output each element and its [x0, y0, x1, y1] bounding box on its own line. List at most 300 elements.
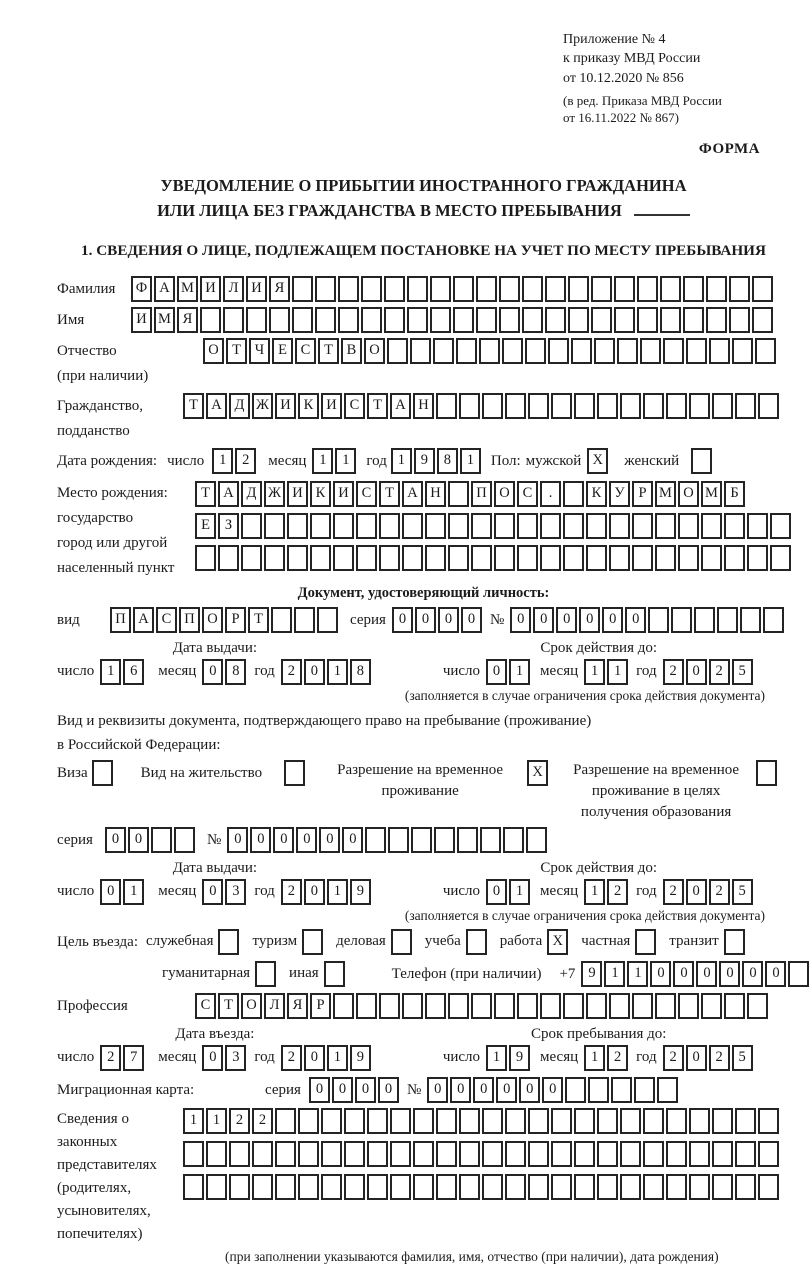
char-cell[interactable]: А [402, 481, 423, 507]
char-cell[interactable] [683, 307, 704, 333]
char-cell[interactable] [379, 993, 400, 1019]
char-cell[interactable] [356, 545, 377, 571]
char-cell[interactable] [563, 993, 584, 1019]
char-cell[interactable] [563, 545, 584, 571]
char-cell[interactable] [632, 545, 653, 571]
char-cell[interactable] [632, 993, 653, 1019]
char-cell[interactable] [551, 1108, 572, 1134]
char-cell[interactable] [448, 481, 469, 507]
char-cell[interactable] [525, 338, 546, 364]
char-cell[interactable]: 0 [202, 1045, 223, 1071]
char-cell[interactable] [666, 1108, 687, 1134]
char-cell[interactable]: 0 [250, 827, 271, 853]
char-cell[interactable] [436, 1108, 457, 1134]
char-cell[interactable]: В [341, 338, 362, 364]
char-cell[interactable] [356, 993, 377, 1019]
char-cell[interactable] [712, 1108, 733, 1134]
char-cell[interactable] [407, 276, 428, 302]
iddoc-issue-day[interactable] [100, 659, 146, 685]
char-cell[interactable] [689, 393, 710, 419]
char-cell[interactable]: Д [229, 393, 250, 419]
char-cell[interactable]: 0 [378, 1077, 399, 1103]
char-cell[interactable] [476, 276, 497, 302]
char-cell[interactable]: Ж [252, 393, 273, 419]
char-cell[interactable] [643, 1174, 664, 1200]
birthplace-row2-cells[interactable] [195, 513, 793, 539]
char-cell[interactable] [571, 338, 592, 364]
char-cell[interactable] [640, 338, 661, 364]
iddoc-kind-cells[interactable] [110, 607, 340, 633]
char-cell[interactable]: 1 [584, 659, 605, 685]
char-cell[interactable] [410, 338, 431, 364]
char-cell[interactable]: К [310, 481, 331, 507]
char-cell[interactable] [735, 1141, 756, 1167]
char-cell[interactable] [588, 1077, 609, 1103]
char-cell[interactable]: Р [310, 993, 331, 1019]
char-cell[interactable] [275, 1108, 296, 1134]
char-cell[interactable] [663, 338, 684, 364]
char-cell[interactable]: 0 [686, 1045, 707, 1071]
char-cell[interactable]: О [202, 607, 223, 633]
char-cell[interactable] [678, 993, 699, 1019]
char-cell[interactable]: Ч [249, 338, 270, 364]
char-cell[interactable] [678, 513, 699, 539]
representatives-row2-cells[interactable] [183, 1141, 781, 1167]
char-cell[interactable] [344, 1141, 365, 1167]
char-cell[interactable]: 0 [686, 879, 707, 905]
migcard-seriya-cells[interactable] [309, 1077, 401, 1103]
char-cell[interactable]: 9 [350, 1045, 371, 1071]
char-cell[interactable] [310, 513, 331, 539]
char-cell[interactable]: 2 [100, 1045, 121, 1071]
char-cell[interactable]: Я [177, 307, 198, 333]
surname-cells[interactable] [131, 276, 775, 302]
char-cell[interactable] [200, 307, 221, 333]
char-cell[interactable]: 0 [355, 1077, 376, 1103]
char-cell[interactable]: А [206, 393, 227, 419]
char-cell[interactable] [611, 1077, 632, 1103]
char-cell[interactable] [632, 513, 653, 539]
char-cell[interactable] [425, 993, 446, 1019]
char-cell[interactable] [430, 276, 451, 302]
checkbox-cell[interactable] [466, 929, 487, 955]
char-cell[interactable]: О [364, 338, 385, 364]
char-cell[interactable]: 2 [663, 879, 684, 905]
checkbox-cell[interactable] [756, 760, 777, 786]
char-cell[interactable] [425, 545, 446, 571]
char-cell[interactable]: Н [425, 481, 446, 507]
char-cell[interactable] [706, 276, 727, 302]
char-cell[interactable] [758, 1141, 779, 1167]
char-cell[interactable] [425, 513, 446, 539]
char-cell[interactable]: Я [287, 993, 308, 1019]
purpose-other-checkbox[interactable] [319, 961, 347, 987]
char-cell[interactable]: 1 [100, 659, 121, 685]
char-cell[interactable] [292, 276, 313, 302]
char-cell[interactable] [367, 1141, 388, 1167]
char-cell[interactable]: Р [632, 481, 653, 507]
char-cell[interactable] [471, 993, 492, 1019]
char-cell[interactable] [502, 338, 523, 364]
char-cell[interactable] [586, 545, 607, 571]
char-cell[interactable]: О [678, 481, 699, 507]
char-cell[interactable]: И [275, 393, 296, 419]
char-cell[interactable] [770, 545, 791, 571]
char-cell[interactable]: 1 [327, 659, 348, 685]
char-cell[interactable]: Н [413, 393, 434, 419]
char-cell[interactable] [770, 513, 791, 539]
char-cell[interactable] [183, 1141, 204, 1167]
char-cell[interactable] [545, 307, 566, 333]
char-cell[interactable]: 0 [602, 607, 623, 633]
char-cell[interactable] [706, 307, 727, 333]
char-cell[interactable] [294, 607, 315, 633]
profession-cells[interactable] [195, 993, 770, 1019]
char-cell[interactable]: М [154, 307, 175, 333]
char-cell[interactable] [448, 545, 469, 571]
char-cell[interactable]: Л [264, 993, 285, 1019]
char-cell[interactable] [540, 993, 561, 1019]
char-cell[interactable] [218, 545, 239, 571]
char-cell[interactable]: 8 [437, 448, 458, 474]
char-cell[interactable] [620, 1108, 641, 1134]
char-cell[interactable] [499, 276, 520, 302]
char-cell[interactable]: 0 [273, 827, 294, 853]
char-cell[interactable] [459, 393, 480, 419]
char-cell[interactable] [548, 338, 569, 364]
stay-day[interactable] [486, 1045, 532, 1071]
char-cell[interactable] [709, 338, 730, 364]
char-cell[interactable] [402, 993, 423, 1019]
char-cell[interactable] [517, 545, 538, 571]
char-cell[interactable]: 0 [202, 659, 223, 685]
char-cell[interactable] [482, 393, 503, 419]
char-cell[interactable] [617, 338, 638, 364]
char-cell[interactable]: 0 [496, 1077, 517, 1103]
char-cell[interactable] [689, 1174, 710, 1200]
char-cell[interactable] [275, 1174, 296, 1200]
char-cell[interactable]: Т [367, 393, 388, 419]
char-cell[interactable] [540, 545, 561, 571]
char-cell[interactable] [292, 307, 313, 333]
char-cell[interactable] [448, 513, 469, 539]
char-cell[interactable]: 2 [709, 659, 730, 685]
visa-checkbox[interactable] [92, 760, 115, 786]
char-cell[interactable]: 0 [673, 961, 694, 987]
char-cell[interactable]: 0 [304, 879, 325, 905]
char-cell[interactable] [344, 1174, 365, 1200]
char-cell[interactable] [609, 545, 630, 571]
char-cell[interactable] [384, 276, 405, 302]
char-cell[interactable]: Я [269, 276, 290, 302]
char-cell[interactable] [551, 393, 572, 419]
char-cell[interactable] [517, 993, 538, 1019]
char-cell[interactable] [183, 1174, 204, 1200]
char-cell[interactable] [264, 513, 285, 539]
char-cell[interactable] [643, 1141, 664, 1167]
char-cell[interactable] [298, 1141, 319, 1167]
char-cell[interactable]: Т [379, 481, 400, 507]
char-cell[interactable] [528, 393, 549, 419]
char-cell[interactable] [321, 1174, 342, 1200]
char-cell[interactable] [740, 607, 761, 633]
char-cell[interactable] [287, 513, 308, 539]
char-cell[interactable]: К [586, 481, 607, 507]
char-cell[interactable] [333, 993, 354, 1019]
char-cell[interactable] [174, 827, 195, 853]
char-cell[interactable]: 3 [225, 1045, 246, 1071]
char-cell[interactable] [594, 338, 615, 364]
char-cell[interactable] [402, 513, 423, 539]
staydoc-seriya-cells[interactable] [105, 827, 197, 853]
char-cell[interactable]: 0 [742, 961, 763, 987]
char-cell[interactable] [315, 276, 336, 302]
char-cell[interactable] [591, 307, 612, 333]
char-cell[interactable]: 0 [625, 607, 646, 633]
patronymic-cells[interactable] [203, 338, 778, 364]
char-cell[interactable] [701, 993, 722, 1019]
char-cell[interactable]: 5 [732, 1045, 753, 1071]
checkbox-cell[interactable] [724, 929, 745, 955]
char-cell[interactable]: 0 [519, 1077, 540, 1103]
char-cell[interactable] [732, 338, 753, 364]
char-cell[interactable]: И [246, 276, 267, 302]
char-cell[interactable] [298, 1108, 319, 1134]
char-cell[interactable]: 0 [427, 1077, 448, 1103]
char-cell[interactable]: А [133, 607, 154, 633]
iddoc-issue-month[interactable] [202, 659, 248, 685]
char-cell[interactable] [479, 338, 500, 364]
birth-day-cells[interactable] [212, 448, 258, 474]
entry-month[interactable] [202, 1045, 248, 1071]
birth-month-cells[interactable] [312, 448, 358, 474]
char-cell[interactable]: 0 [100, 879, 121, 905]
char-cell[interactable]: 2 [663, 1045, 684, 1071]
char-cell[interactable] [505, 1141, 526, 1167]
char-cell[interactable]: 2 [252, 1108, 273, 1134]
char-cell[interactable] [563, 513, 584, 539]
char-cell[interactable] [338, 307, 359, 333]
char-cell[interactable] [717, 607, 738, 633]
char-cell[interactable] [151, 827, 172, 853]
char-cell[interactable]: 1 [206, 1108, 227, 1134]
char-cell[interactable]: Б [724, 481, 745, 507]
char-cell[interactable]: 9 [509, 1045, 530, 1071]
char-cell[interactable] [752, 307, 773, 333]
char-cell[interactable]: 2 [663, 659, 684, 685]
stay-month[interactable] [584, 1045, 630, 1071]
char-cell[interactable] [660, 276, 681, 302]
char-cell[interactable] [388, 827, 409, 853]
temp-residence-edu-checkbox[interactable] [756, 760, 779, 786]
sex-female-checkbox[interactable] [691, 448, 714, 474]
char-cell[interactable] [453, 276, 474, 302]
char-cell[interactable] [315, 307, 336, 333]
staydoc-issue-month[interactable] [202, 879, 248, 905]
birthplace-row3-cells[interactable] [195, 545, 793, 571]
char-cell[interactable] [609, 993, 630, 1019]
char-cell[interactable]: Д [241, 481, 262, 507]
char-cell[interactable] [271, 607, 292, 633]
char-cell[interactable]: 1 [509, 879, 530, 905]
char-cell[interactable]: 0 [765, 961, 786, 987]
char-cell[interactable] [683, 276, 704, 302]
char-cell[interactable] [586, 993, 607, 1019]
char-cell[interactable]: 0 [719, 961, 740, 987]
char-cell[interactable]: 0 [650, 961, 671, 987]
char-cell[interactable] [735, 1108, 756, 1134]
char-cell[interactable] [448, 993, 469, 1019]
staydoc-valid-day[interactable] [486, 879, 532, 905]
iddoc-valid-month[interactable] [584, 659, 630, 685]
char-cell[interactable] [482, 1174, 503, 1200]
char-cell[interactable] [540, 513, 561, 539]
purpose-transit-checkbox[interactable] [719, 929, 747, 955]
char-cell[interactable]: 2 [229, 1108, 250, 1134]
char-cell[interactable]: 1 [584, 1045, 605, 1071]
char-cell[interactable]: 0 [556, 607, 577, 633]
char-cell[interactable] [763, 607, 784, 633]
char-cell[interactable] [724, 545, 745, 571]
char-cell[interactable]: 6 [123, 659, 144, 685]
char-cell[interactable]: С [195, 993, 216, 1019]
char-cell[interactable] [620, 393, 641, 419]
char-cell[interactable]: С [517, 481, 538, 507]
char-cell[interactable]: С [156, 607, 177, 633]
char-cell[interactable]: 2 [607, 879, 628, 905]
char-cell[interactable] [551, 1141, 572, 1167]
char-cell[interactable] [494, 993, 515, 1019]
char-cell[interactable] [666, 1174, 687, 1200]
char-cell[interactable]: 2 [607, 1045, 628, 1071]
char-cell[interactable] [574, 1174, 595, 1200]
char-cell[interactable]: 0 [450, 1077, 471, 1103]
char-cell[interactable]: А [154, 276, 175, 302]
char-cell[interactable] [701, 545, 722, 571]
char-cell[interactable]: 1 [607, 659, 628, 685]
char-cell[interactable] [545, 276, 566, 302]
char-cell[interactable]: 0 [105, 827, 126, 853]
char-cell[interactable] [701, 513, 722, 539]
char-cell[interactable]: 0 [227, 827, 248, 853]
char-cell[interactable]: 0 [319, 827, 340, 853]
iddoc-valid-day[interactable] [486, 659, 532, 685]
char-cell[interactable]: Т [218, 993, 239, 1019]
char-cell[interactable]: 1 [335, 448, 356, 474]
char-cell[interactable] [597, 1174, 618, 1200]
char-cell[interactable] [735, 1174, 756, 1200]
char-cell[interactable] [298, 1174, 319, 1200]
char-cell[interactable]: 2 [709, 1045, 730, 1071]
staydoc-number-cells[interactable] [227, 827, 549, 853]
char-cell[interactable] [434, 827, 455, 853]
char-cell[interactable] [528, 1108, 549, 1134]
char-cell[interactable] [574, 1141, 595, 1167]
char-cell[interactable]: 0 [438, 607, 459, 633]
char-cell[interactable] [747, 513, 768, 539]
char-cell[interactable]: М [655, 481, 676, 507]
checkbox-cell[interactable]: X [587, 448, 608, 474]
purpose-private-checkbox[interactable] [630, 929, 658, 955]
char-cell[interactable] [459, 1141, 480, 1167]
char-cell[interactable] [499, 307, 520, 333]
iddoc-valid-year[interactable] [663, 659, 755, 685]
char-cell[interactable]: Т [183, 393, 204, 419]
char-cell[interactable] [413, 1141, 434, 1167]
char-cell[interactable] [287, 545, 308, 571]
char-cell[interactable] [666, 1141, 687, 1167]
char-cell[interactable]: П [110, 607, 131, 633]
char-cell[interactable] [686, 338, 707, 364]
char-cell[interactable]: 1 [486, 1045, 507, 1071]
char-cell[interactable]: И [200, 276, 221, 302]
char-cell[interactable] [528, 1141, 549, 1167]
char-cell[interactable]: Е [272, 338, 293, 364]
char-cell[interactable] [252, 1174, 273, 1200]
char-cell[interactable] [384, 307, 405, 333]
char-cell[interactable]: П [471, 481, 492, 507]
iddoc-seriya-cells[interactable] [392, 607, 484, 633]
char-cell[interactable] [724, 993, 745, 1019]
char-cell[interactable] [609, 513, 630, 539]
char-cell[interactable]: И [333, 481, 354, 507]
char-cell[interactable] [660, 307, 681, 333]
char-cell[interactable] [657, 1077, 678, 1103]
staydoc-issue-year[interactable] [281, 879, 373, 905]
char-cell[interactable]: 2 [281, 1045, 302, 1071]
char-cell[interactable]: 3 [225, 879, 246, 905]
checkbox-cell[interactable] [92, 760, 113, 786]
char-cell[interactable] [471, 545, 492, 571]
char-cell[interactable]: 1 [584, 879, 605, 905]
phone-cells[interactable] [581, 961, 811, 987]
char-cell[interactable] [678, 545, 699, 571]
char-cell[interactable]: 0 [486, 879, 507, 905]
char-cell[interactable] [269, 307, 290, 333]
char-cell[interactable]: 9 [350, 879, 371, 905]
char-cell[interactable]: Л [223, 276, 244, 302]
purpose-study-checkbox[interactable] [461, 929, 489, 955]
char-cell[interactable] [503, 827, 524, 853]
char-cell[interactable] [637, 276, 658, 302]
char-cell[interactable] [333, 513, 354, 539]
char-cell[interactable]: И [131, 307, 152, 333]
char-cell[interactable]: 0 [533, 607, 554, 633]
char-cell[interactable] [471, 513, 492, 539]
char-cell[interactable]: М [177, 276, 198, 302]
char-cell[interactable]: 7 [123, 1045, 144, 1071]
char-cell[interactable] [597, 1141, 618, 1167]
char-cell[interactable]: Е [195, 513, 216, 539]
char-cell[interactable] [729, 276, 750, 302]
char-cell[interactable]: И [287, 481, 308, 507]
char-cell[interactable]: С [295, 338, 316, 364]
birth-year-cells[interactable] [391, 448, 483, 474]
char-cell[interactable]: С [344, 393, 365, 419]
sex-male-checkbox[interactable] [587, 448, 610, 474]
char-cell[interactable]: 1 [327, 879, 348, 905]
char-cell[interactable]: 0 [415, 607, 436, 633]
char-cell[interactable] [246, 307, 267, 333]
char-cell[interactable]: Т [248, 607, 269, 633]
char-cell[interactable]: 1 [312, 448, 333, 474]
char-cell[interactable]: О [203, 338, 224, 364]
char-cell[interactable]: А [218, 481, 239, 507]
temp-residence-checkbox[interactable] [527, 760, 550, 786]
char-cell[interactable]: 2 [281, 879, 302, 905]
char-cell[interactable]: Т [195, 481, 216, 507]
checkbox-cell[interactable] [218, 929, 239, 955]
